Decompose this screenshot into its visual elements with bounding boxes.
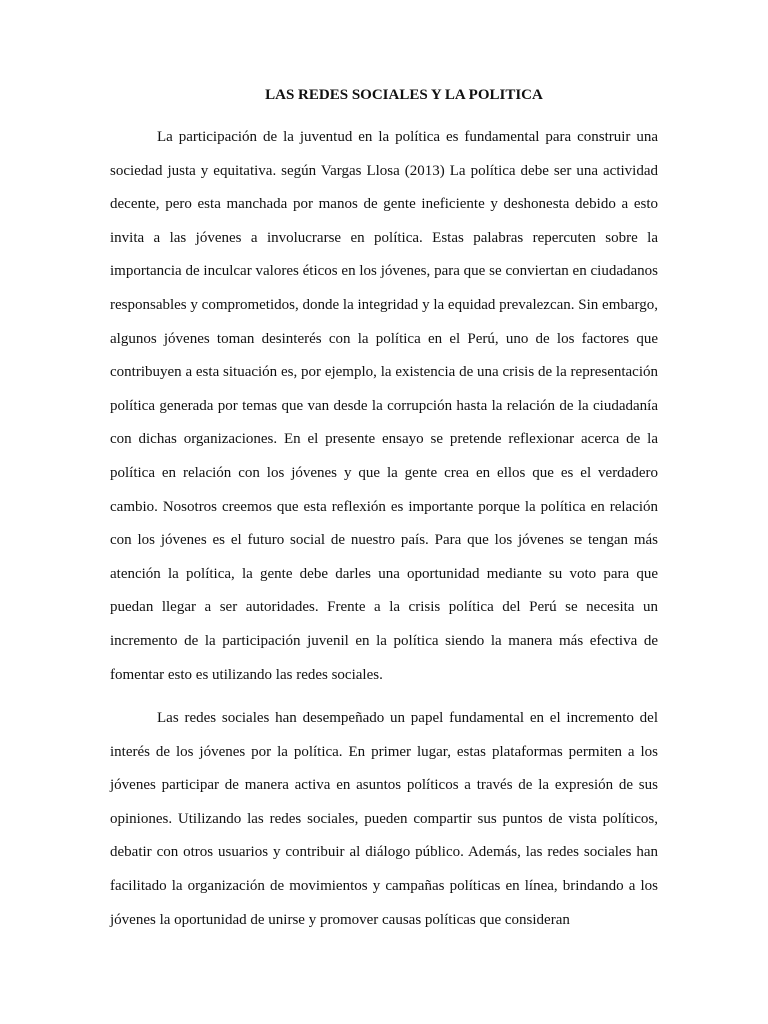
document-title: LAS REDES SOCIALES Y LA POLITICA [265, 87, 543, 103]
document-body [110, 80, 658, 937]
paragraph-1: La participación de la juventud en la política es fundamental para construir una sociedad justa y equitativa. según Vargas Llosa (2013) La política debe ser una actividad decente, pero esta manchada por manos de gente ineficiente y deshonesta debido a esto invita a las jóvenes a involucrarse en política. Estas palabras repercuten sobre la importancia de inculcar valores éticos en los jóvenes, para que se conviertan en ciudadanos responsables y comprometidos, donde la integridad y la equidad prevalezcan. Sin embargo, algunos jóvenes toman desinterés con la política en el Perú, uno de los factores que contribuyen a esta situación es, por ejemplo, la existencia de una crisis de la representación política generada por temas que van desde la corrupción hasta la relación de la ciudadanía con dichas organizaciones. En el presente ensayo se pretende reflexionar acerca de la política en relación con los jóvenes y que la gente crea en ellos que es el verdadero cambio. Nosotros creemos que esta reflexión es importante porque la política en relación con los jóvenes es el futuro social de nuestro país. Para que los jóvenes se tengan más atención la política, la gente debe darles una oportunidad mediante su voto para que puedan llegar a ser autoridades. Frente a la crisis política del Perú se necesita un incremento de la participación juvenil en la política siendo la manera más efectiva de fomentar esto es utilizando las redes sociales. [110, 129, 658, 683]
paragraph-2: Las redes sociales han desempeñado un papel fundamental en el incremento del interés de los jóvenes por la política. En primer lugar, estas plataformas permiten a los jóvenes participar de manera activa en asuntos políticos a través de la expresión de sus opiniones. Utilizando las redes sociales, pueden compartir sus puntos de vista políticos, debatir con otros usuarios y contribuir al diálogo público. Además, las redes sociales han facilitado la organización de movimientos y campañas políticas en línea, brindando a los jóvenes la oportunidad de unirse y promover causas políticas que consideran [110, 710, 658, 928]
